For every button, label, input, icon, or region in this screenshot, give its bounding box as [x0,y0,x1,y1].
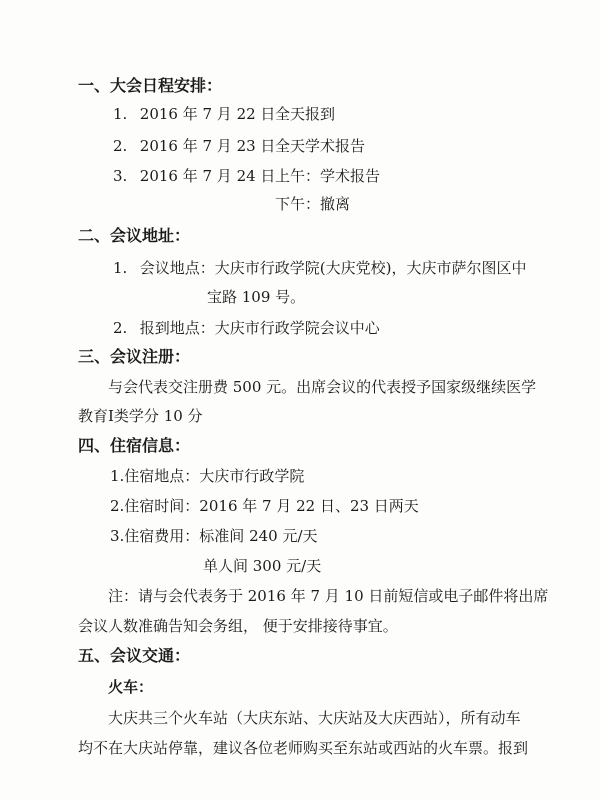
section-heading-schedule: 一、大会日程安排： [78,76,223,95]
section-heading-registration: 三、会议注册： [78,347,191,366]
section-heading-accommodation: 四、住宿信息： [78,436,191,455]
accommodation-item-3: 3.住宿费用：标准间 240 元/天 [110,527,318,545]
section-heading-address: 二、会议地址： [78,226,191,245]
address-item-1 [113,258,527,278]
item-number: 1. [113,259,128,277]
schedule-afternoon: 下午：撤离 [275,195,351,213]
schedule-item-3 [113,166,381,186]
accommodation-note-1: 注：请与会代表务于 2016 年 7 月 10 日前短信或电子邮件将出席 [108,587,549,605]
accommodation-note-2: 会议人数准确告知会务组， 便于安排接待事宜。 [78,617,398,635]
item-desc: 全天学术报告 [275,137,366,155]
transport-line-2: 均不在大庆站停靠，建议各位老师购买至东站或西站的火车票。报到 [78,739,529,757]
registration-line-1: 与会代表交注册费 500 元。出席会议的代表授予国家级继续医学 [108,378,537,396]
transport-line-1: 大庆共三个火车站（大庆东站、大庆站及大庆西站），所有动车 [108,709,521,727]
accommodation-item-1: 1.住宿地点：大庆市行政学院 [110,467,305,485]
accommodation-item-2: 2.住宿时间：2016 年 7 月 22 日、23 日两天 [110,497,419,515]
item-date: 2016 年 7 月 22 日 [139,105,276,123]
item-number: 2. [113,137,128,155]
item-number: 1. [113,105,128,123]
accommodation-item-3b: 单人间 300 元/天 [203,557,322,575]
schedule-item-2 [113,136,366,156]
item-desc: 全天报到 [275,105,336,123]
transport-subheading-train: 火车： [108,678,154,696]
address-item-2 [113,318,380,338]
item-number: 2. [113,319,128,337]
item-date: 2016 年 7 月 24 日 [139,167,276,185]
item-desc: 上午：学术报告 [275,167,381,185]
registration-line-2: 教育Ⅰ类学分 10 分 [78,407,203,425]
item-text: 报到地点：大庆市行政学院会议中心 [139,319,380,337]
item-date: 2016 年 7 月 23 日 [139,137,276,155]
item-number: 3. [113,167,128,185]
section-heading-transport: 五、会议交通： [78,646,191,665]
schedule-item-1 [113,104,336,124]
address-item-1-cont: 宝路 109 号。 [207,288,306,306]
item-text: 会议地点：大庆市行政学院(大庆党校)，大庆市萨尔图区中 [139,259,527,277]
